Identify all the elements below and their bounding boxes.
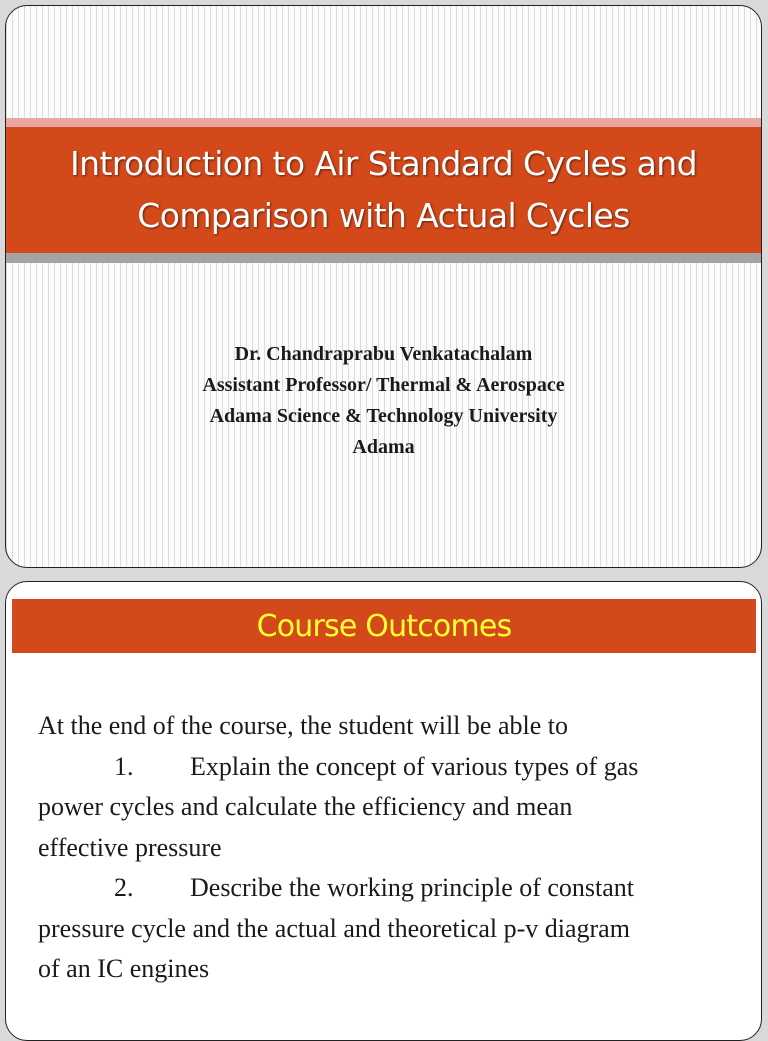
- course-outcomes-slide: [5, 581, 762, 1041]
- title-slide: [5, 5, 762, 568]
- outcome-text: of an IC engines: [38, 954, 210, 983]
- author-position: Assistant Professor/ Thermal & Aerospace: [202, 374, 565, 396]
- course-outcomes-body: [38, 706, 751, 990]
- course-outcomes-title: Course Outcomes: [256, 608, 512, 644]
- outcome-number: 1.: [114, 751, 134, 781]
- title-banner: [6, 127, 761, 253]
- course-outcomes-banner: [12, 599, 756, 653]
- outcome-text: pressure cycle and the actual and theoretical p-v diagram: [38, 913, 630, 943]
- title-top-stripe: [6, 118, 761, 127]
- outcome-text: power cycles and calculate the efficiency and mean: [38, 792, 573, 821]
- intro-text: At the end of the course, the student will be able to: [38, 711, 568, 740]
- outcome-item: [38, 747, 751, 869]
- author-city: Adama: [352, 436, 415, 458]
- title-bottom-stripe: [6, 253, 761, 263]
- outcome-number: 2.: [114, 873, 134, 902]
- slide-title-line-2: Comparison with Actual Cycles: [137, 196, 630, 235]
- author-block: [6, 339, 761, 463]
- slide-title-line-1: Introduction to Air Standard Cycles and: [70, 144, 697, 183]
- outcome-text: Explain the concept of various types of gas: [190, 751, 639, 781]
- outcome-text: effective pressure: [38, 832, 222, 862]
- author-institution: Adama Science & Technology University: [209, 405, 558, 427]
- outcome-item: [38, 868, 751, 990]
- outcome-text: Describe the working principle of constant: [190, 873, 635, 902]
- author-name: Dr. Chandraprabu Venkatachalam: [234, 343, 533, 365]
